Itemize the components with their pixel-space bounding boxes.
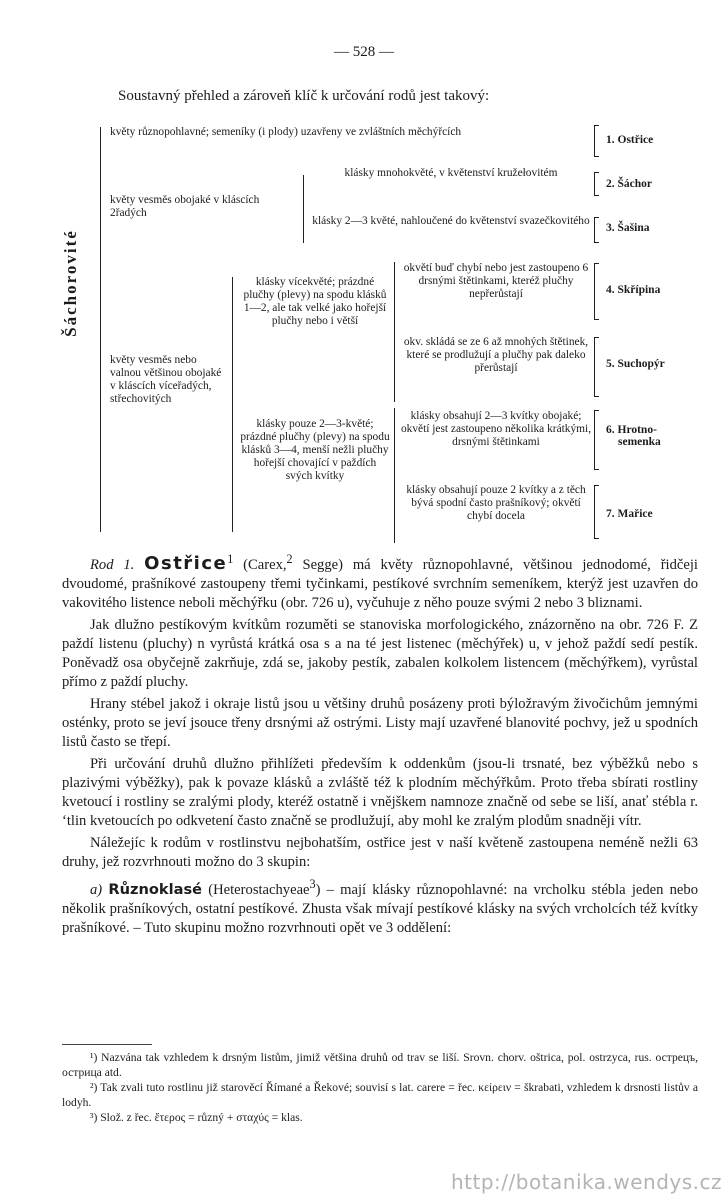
footnote-1: ¹) Nazvána tak vzhledem k drsným listům, jimiž většina druhů od trav se liší. Srovn. chorv. oštrica, pol. ostrzyca, rus. острецъ, острица atd.: [62, 1051, 698, 1079]
family-label: Šáchorovité: [61, 228, 80, 337]
key-brace: [594, 172, 599, 196]
paragraph-group-a: [62, 875, 698, 938]
genus-sachor: 2. Šáchor: [606, 178, 652, 190]
footnote-divider: [62, 1044, 152, 1045]
genus-hrotnosemenka: [606, 424, 661, 448]
key-brace: [394, 408, 395, 543]
genus-number: Rod 1.: [90, 556, 135, 573]
footnote-ref: 1: [227, 552, 234, 566]
key-brace: [594, 263, 599, 320]
key-node-3a: klásky vícekvěté; prázdné plučhy (plevy) na spodu klásků 1—2, ale tak velké jako hořejší plučhy nebo i větší: [243, 276, 387, 327]
footnote-3: ³) Slož. z řec. ἕτερος = různý + σταχύς = klas.: [90, 1111, 303, 1124]
key-node-3b: klásky pouze 2—3-květé; prázdné plučhy (plevy) na spodu klásků 3—4, menší nežli plučhy hořejší chovající v paždích svých kvítky: [240, 418, 390, 482]
key-brace: [594, 485, 599, 539]
text-span: (Heterostachyeae: [202, 881, 310, 898]
key-brace: [594, 410, 599, 470]
key-node-3b1: klásky obsahují 2—3 kvítky obojaké; okvětí jest zastoupeno několika krátkými, drsnými štětinkami: [400, 410, 592, 448]
genus-sasina: 3. Šašina: [606, 222, 650, 234]
key-brace: [303, 175, 304, 243]
watermark: http://botanika.wendys.cz: [450, 1170, 722, 1194]
genus-name: Ostřice: [144, 552, 228, 574]
text-span: (Carex,: [233, 556, 287, 573]
key-brace: [594, 125, 599, 157]
footnotes: [62, 1050, 698, 1125]
paragraph-identification: Při určování druhů dlužno přihlížeti především k oddenkům (jsou-li trsnaté, bez výběžků nebo s plazivými výběžky), pak k povaze klásků a zvláště též k plodním měchýřkům. Proto třeba sbírati rostliny kvetoucí i rostliny se zralými plody, kteréž ostatně i vnějškem namnoze značně od sebe se liší, anať stébla r. ‘tlin kvetoucích po odkvetení často značně se prodlužují, aby mohl ke zralým plodům snadněji vítr.: [62, 755, 698, 829]
page-number: — 528 —: [334, 44, 394, 60]
key-brace: [394, 262, 395, 402]
genus-marice: 7. Mařice: [606, 508, 653, 520]
key-node-3b2: klásky obsahují pouze 2 kvítky a z těch bývá spodní často prašníkový; okvětí chybí docela: [406, 484, 586, 522]
key-node-2: květy vesměs obojaké v kláscích 2řadých: [110, 194, 260, 219]
genus-suchopyr: 5. Suchopýr: [606, 358, 665, 370]
genus-skripina: 4. Skřípina: [606, 284, 661, 296]
text-span: Segge) má květy různopohlavné, většinou jednodomé, řidčeji dvoudomé, prašníkové zastoupeny třemi tyčinkami, pestíkové svrchním semeníkem, kterýž jest uzavřen do vakovitého listence neboli měchýřku (obr. 726 u), vyčuhuje z něho pouze svými 2 nebo 3 bliznami.: [62, 556, 698, 611]
key-brace: [594, 337, 599, 397]
footnote-ref: 2: [286, 552, 293, 566]
text-span: ) – mají klásky různopohlavné: na vrcholku stébla jeden nebo několik prašníkových, ostatní pestíkové. Zhusta však mívají pestíkové klásky na svých vrcholcích též kvítky prašníkové. – Tuto skupinu možno rozvrhnouti opět ve 3 oddělení:: [62, 881, 698, 936]
footnote-ref: 3: [309, 876, 316, 891]
group-label: a): [90, 881, 103, 898]
genus-hrotnosemenka-line2: semenka: [618, 436, 661, 448]
key-node-3a1: okvětí buď chybí nebo jest zastoupeno 6 drsnými štětinkami, kteréž plučhy nepřerůstají: [403, 262, 589, 300]
paragraph-species-count: Náležejíc k rodům v rostlinstvu nejbohatším, ostřice jest v naší květeně zastoupena neméně nežli 63 druhy, jež rozvrhnouti možno do 3 skupin:: [62, 834, 698, 870]
paragraph-morphology: Jak dlužno pestíkovým kvítkům rozuměti se stanoviska morfologického, znázorněno na obr. 726 F. Z paždí listenu (pluchy) n vyrůstá krátká osa s a na té jest listenec (měchýřek) u, v jehož paždí sedí pestík. Poněvadž osa obyčejně zakrňuje, zdá se, jakoby pestík, zabalen kolkolem listencem (měchýřkem), vyrůstal přímo z paždí pluchy.: [62, 616, 698, 690]
key-intro: Soustavný přehled a zároveň klíč k určování rodů jest takový:: [118, 88, 490, 104]
key-node-1: květy různopohlavné; semeníky (i plody) uzavřeny ve zvláštních měchýřcích: [110, 126, 462, 138]
key-node-2b: klásky 2—3 květé, nahloučené do květenství svazečkovitého: [312, 215, 590, 227]
key-node-3: květy vesměs nebo valnou většinou obojaké v kláscích víceřadých, střechovitých: [110, 354, 222, 405]
genus-ostrice: 1. Ostřice: [606, 134, 654, 146]
body-text: [62, 550, 698, 941]
key-node-2a: klásky mnohokvěté, v květenství kružełovitém: [344, 167, 558, 179]
footnote-2: ²) Tak zvali tuto rostlinu již starověcí Římané a Řekové; souvisí s lat. carere = řec. κείρειν = škrabati, vzhledem k drsnosti listův a lodyh.: [62, 1081, 698, 1109]
paragraph-stems: Hrany stébel jakož i okraje listů jsou u většiny druhů posázeny proti býložravým živočichům jemnými osténky, proto se jeví jsouce třeny drsnými až ostrými. Listy mají uzavřené blanovité pochvy, jež u spodních listů často se třepí.: [62, 695, 698, 750]
key-node-3a2: okv. skládá se ze 6 až mnohých štětinek, které se prodlužují a plučhy pak daleko přerůstají: [403, 336, 589, 374]
paragraph-genus-description: [62, 550, 698, 613]
key-brace: [594, 217, 599, 243]
genus-hrotnosemenka-line1: 6. Hrotno-: [606, 424, 657, 436]
group-name: Různoklasé: [108, 880, 203, 898]
key-brace: [232, 277, 233, 532]
family-brace: [100, 127, 101, 532]
